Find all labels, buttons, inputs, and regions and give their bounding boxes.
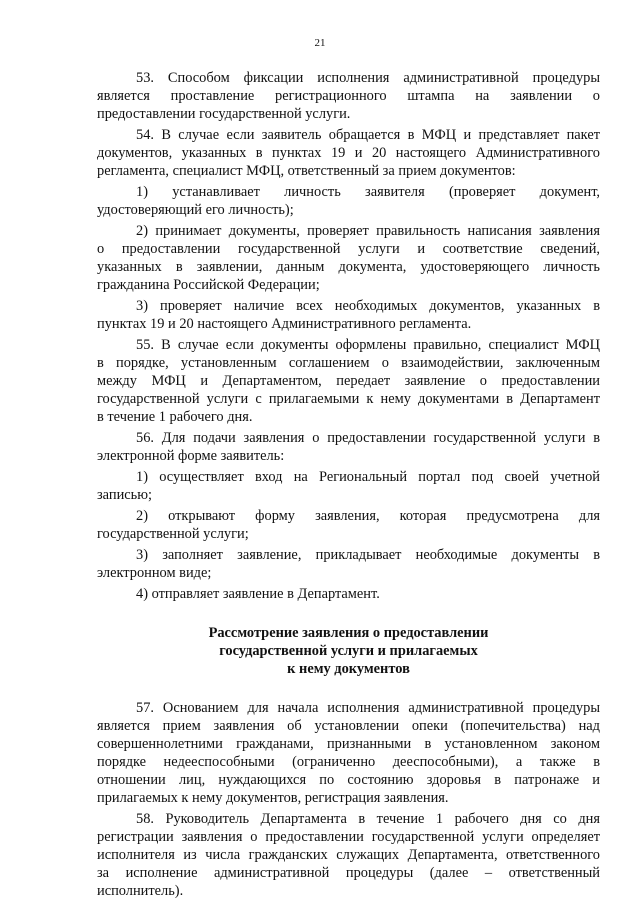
heading-line: к нему документов [287, 661, 410, 677]
text-line: 3) проверяет наличие всех необходимых документов, указанных в [136, 298, 600, 314]
text-line: 56. Для подачи заявления о предоставлении государственной услуги в [136, 430, 600, 446]
text-line: государственной услуги; [97, 526, 249, 542]
text-line: регистрации заявления о предоставлении государственной услуги определяет [97, 829, 600, 845]
text-line: записью; [97, 487, 152, 503]
text-line: в порядке, установленным соглашением о взаимодействии, заключенным [97, 355, 600, 371]
text-line: пунктах 19 и 20 настоящего Административного регламента. [97, 316, 472, 332]
text-line: указанных в заявлении, данным документа, удостоверяющего личность [97, 259, 600, 275]
text-line: 54. В случае если заявитель обращается в МФЦ и представляет пакет [136, 127, 600, 143]
text-line: документов, указанных в пунктах 19 и 20 настоящего Административного [97, 145, 600, 161]
text-line: исполнитель). [97, 883, 184, 899]
text-line: отношении лиц, нуждающихся по состоянию здоровья в патронаже и [97, 772, 600, 788]
text-line: между МФЦ и Департаментом, передает заявление о предоставлении [97, 373, 600, 389]
text-line: предоставлении государственной услуги. [97, 106, 351, 122]
text-line: 1) устанавливает личность заявителя (проверяет документ, [136, 184, 600, 200]
text-line: о предоставлении государственной услуги и соответствие сведений, [97, 241, 600, 257]
text-line: 57. Основанием для начала исполнения административной процедуры [136, 700, 600, 716]
text-line: 2) открывают форму заявления, которая предусмотрена для [136, 508, 600, 524]
text-line: гражданина Российской Федерации; [97, 277, 320, 293]
text-line: является прием заявления об установлении опеки (попечительства) над [97, 718, 600, 734]
text-line: 53. Способом фиксации исполнения административной процедуры [136, 70, 600, 86]
text-line: исполнителя из числа гражданских служащих Департамента, ответственного [97, 847, 600, 863]
text-line: регламента, специалист МФЦ, ответственный за прием документов: [97, 163, 516, 179]
text-line: за исполнение административной процедуры (далее – ответственный [97, 865, 600, 881]
text-line: удостоверяющий его личность); [97, 202, 294, 218]
text-line: 58. Руководитель Департамента в течение 1 рабочего дня со дня [136, 811, 600, 827]
heading-line: Рассмотрение заявления о предоставлении [208, 625, 489, 641]
text-line: электронной форме заявитель: [97, 448, 285, 464]
text-line: 55. В случае если документы оформлены правильно, специалист МФЦ [136, 337, 600, 353]
heading-line: государственной услуги и прилагаемых [219, 643, 478, 659]
text-line: 3) заполняет заявление, прикладывает необходимые документы в [136, 547, 600, 563]
text-line: совершеннолетними гражданами, признанными в установленном законом [97, 736, 600, 752]
text-line: электронном виде; [97, 565, 212, 581]
page-number: 21 [314, 37, 326, 49]
text-line: в течение 1 рабочего дня. [97, 409, 253, 425]
text-line: 2) принимает документы, проверяет правильность написания заявления [136, 223, 600, 239]
text-line: 1) осуществляет вход на Региональный портал под своей учетной [136, 469, 600, 485]
text-line: является проставление регистрационного штампа на заявлении о [97, 88, 600, 104]
text-line: государственной услуги с прилагаемыми к нему документами в Департамент [97, 391, 600, 407]
text-line: порядке недееспособными (ограниченно дееспособными), а также в [97, 754, 600, 770]
text-line: прилагаемых к нему документов, регистрация заявления. [97, 790, 449, 806]
text-line: 4) отправляет заявление в Департамент. [136, 586, 380, 602]
